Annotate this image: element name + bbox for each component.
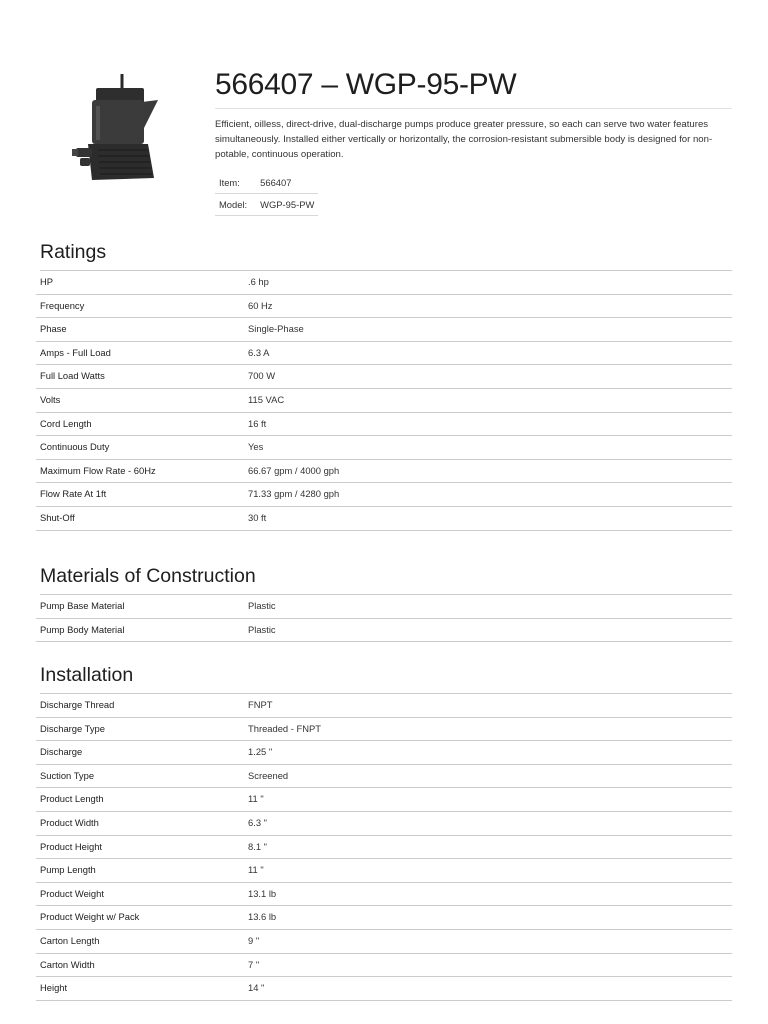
spec-row (36, 342, 732, 366)
spec-label: Discharge Thread (40, 699, 115, 710)
spec-value: Yes (248, 441, 264, 453)
spec-value: 60 Hz (248, 299, 273, 311)
spec-label: Product Weight (40, 887, 104, 899)
spec-label: Height (40, 982, 68, 994)
spec-row (36, 788, 732, 812)
spec-label: Amps - Full Load (40, 346, 111, 358)
spec-label: Pump Body Material (40, 623, 125, 635)
spec-value: 13.1 lb (248, 887, 277, 899)
spec-row (36, 765, 732, 789)
spec-value: 8.1 " (248, 840, 267, 852)
spec-label: Carton Width (40, 958, 95, 970)
item-model-table (215, 172, 318, 216)
spec-label: HP (40, 276, 54, 287)
spec-value: 11 " (248, 793, 264, 805)
spec-row (36, 883, 732, 907)
spec-label: Pump Base Material (40, 600, 125, 611)
spec-row (36, 507, 732, 531)
spec-value: 6.3 " (248, 816, 267, 828)
spec-label: Discharge (40, 746, 83, 758)
spec-value: Plastic (248, 600, 276, 611)
spec-value: Screened (248, 769, 289, 781)
spec-value: 9 " (248, 934, 260, 946)
spec-row (36, 295, 732, 319)
product-image (62, 70, 172, 188)
spec-value: 30 ft (248, 511, 267, 523)
spec-row (36, 906, 732, 930)
spec-label: Product Length (40, 793, 104, 805)
spec-value: 11 " (248, 864, 264, 876)
section-materials (36, 560, 732, 642)
spec-value: 115 VAC (248, 393, 285, 405)
spec-value: 7 " (248, 958, 260, 970)
model-label: Model: (215, 194, 256, 216)
model-value: WGP-95-PW (256, 194, 318, 216)
spec-row (36, 619, 732, 643)
spec-value: .6 hp (248, 276, 269, 287)
spec-value: 13.6 lb (248, 911, 277, 923)
spec-row (36, 859, 732, 883)
spec-label: Maximum Flow Rate - 60Hz (40, 464, 156, 476)
spec-row (36, 718, 732, 742)
spec-value: Plastic (248, 623, 276, 635)
spec-value: 66.67 gpm / 4000 gph (248, 464, 340, 476)
spec-label: Pump Length (40, 864, 96, 876)
spec-label: Product Weight w/ Pack (40, 911, 140, 923)
item-value: 566407 (256, 172, 318, 194)
spec-label: Phase (40, 323, 67, 335)
spec-label: Frequency (40, 299, 85, 311)
spec-label: Volts (40, 393, 61, 405)
section-installation (36, 659, 732, 1001)
spec-value: FNPT (248, 699, 273, 710)
spec-row (36, 460, 732, 484)
spec-row (36, 812, 732, 836)
spec-value: 16 ft (248, 417, 267, 429)
spec-value: Threaded - FNPT (248, 722, 321, 734)
spec-row (36, 318, 732, 342)
product-title: 566407 – WGP-95-PW (215, 68, 732, 109)
section-title: Installation (40, 659, 732, 694)
spec-value: 71.33 gpm / 4280 gph (248, 488, 340, 500)
spec-row (36, 741, 732, 765)
spec-label: Shut-Off (40, 511, 75, 523)
product-description: Efficient, oilless, direct-drive, dual-discharge pumps produce greater pressure, so each can serve two water features simultaneously. Installed either vertically or horizontally, the corrosion-resistant submersible body is designed for non-potable, continuous operation. (215, 119, 713, 160)
item-row (215, 172, 318, 194)
product-header (215, 68, 732, 216)
spec-value: 14 " (248, 982, 265, 994)
spec-row (36, 694, 732, 718)
spec-label: Continuous Duty (40, 441, 110, 453)
spec-value: Single-Phase (248, 323, 304, 335)
spec-value: 1.25 " (248, 746, 273, 758)
spec-row (36, 595, 732, 619)
spec-label: Product Width (40, 816, 99, 828)
section-title: Ratings (40, 236, 732, 271)
spec-value: 6.3 A (248, 346, 270, 358)
spec-label: Product Height (40, 840, 103, 852)
spec-row (36, 954, 732, 978)
spec-label: Flow Rate At 1ft (40, 488, 107, 500)
model-row (215, 194, 318, 216)
spec-label: Full Load Watts (40, 370, 105, 382)
spec-row (36, 413, 732, 437)
spec-label: Carton Length (40, 934, 100, 946)
spec-label: Discharge Type (40, 722, 105, 734)
spec-row (36, 389, 732, 413)
section-ratings (36, 236, 732, 531)
spec-label: Cord Length (40, 417, 92, 429)
spec-label: Suction Type (40, 769, 95, 781)
spec-row (36, 436, 732, 460)
spec-row (36, 483, 732, 507)
spec-row (36, 977, 732, 1001)
spec-row (36, 930, 732, 954)
spec-row (36, 365, 732, 389)
spec-row (36, 836, 732, 860)
spec-value: 700 W (248, 370, 276, 382)
section-title: Materials of Construction (40, 560, 732, 595)
spec-row (36, 271, 732, 295)
item-label: Item: (215, 172, 256, 194)
